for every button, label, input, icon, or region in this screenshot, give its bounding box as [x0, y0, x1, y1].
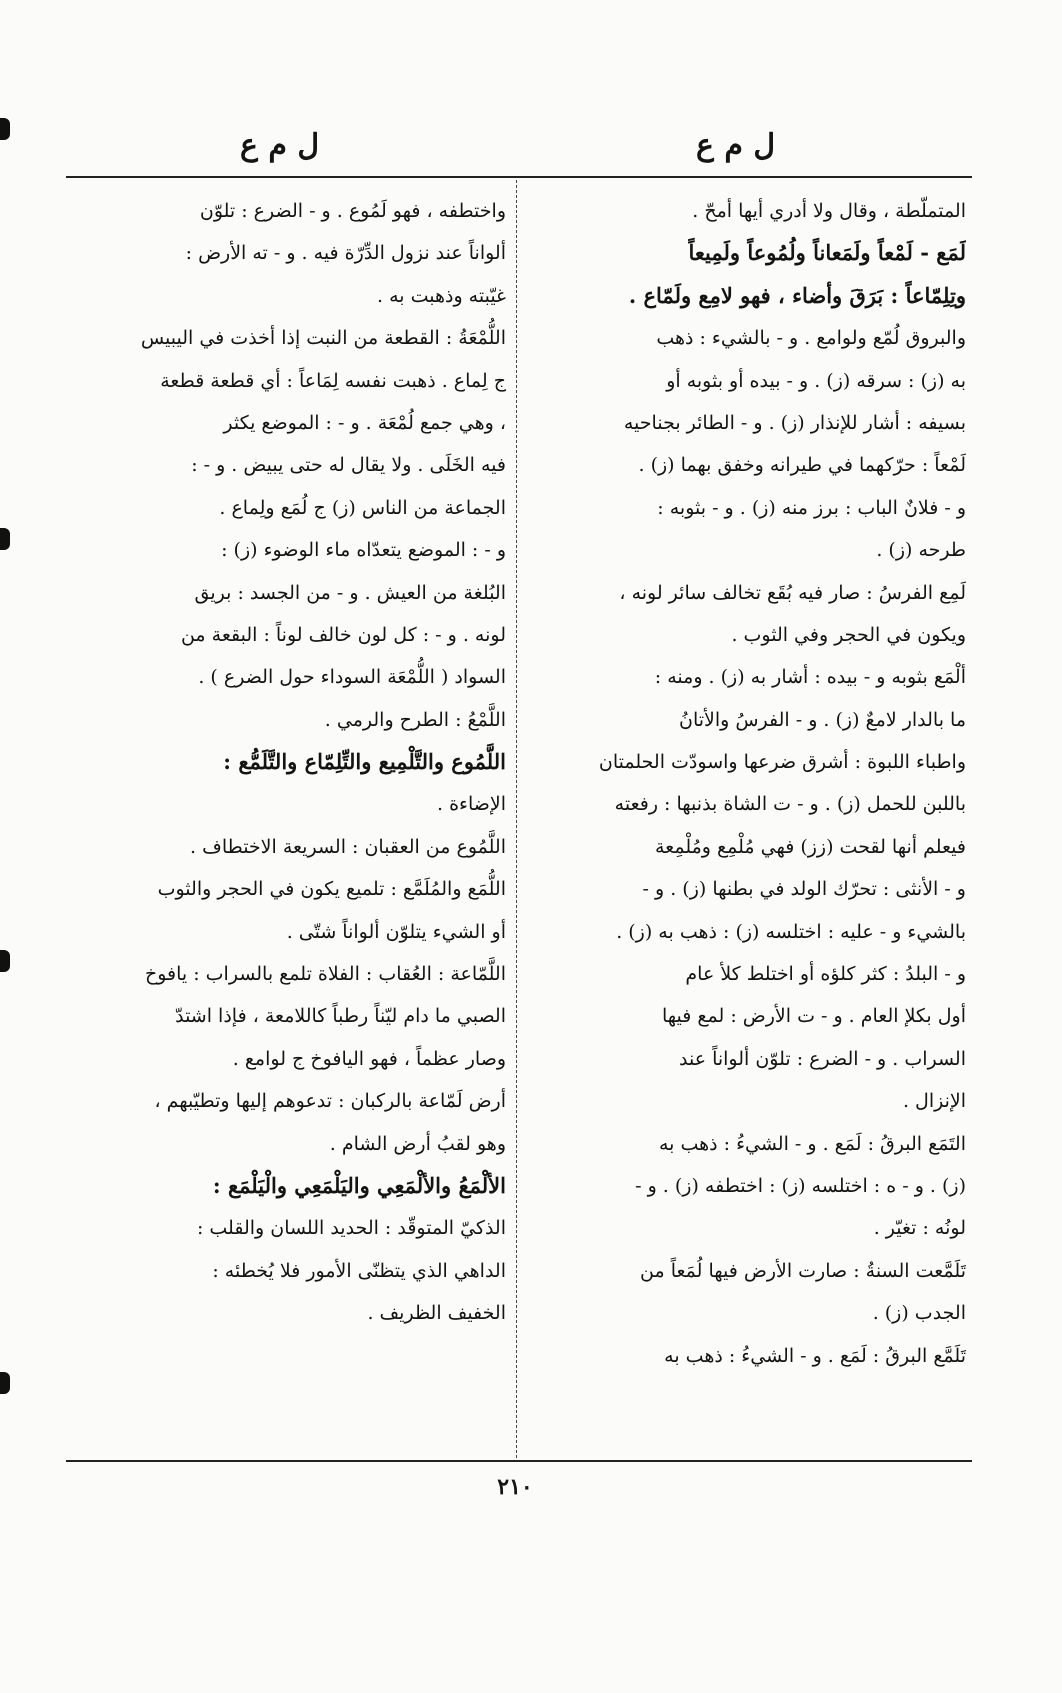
text-line: الجماعة من الناس (ز) ج لُمَع ولِماع .	[219, 496, 506, 519]
text-line: فيعلم أنها لقحت (زز) فهي مُلْمِع ومُلْمِعة	[655, 835, 966, 858]
text-line: اللُّمْعَةُ : القطعة من النبت إذا أخذت في اليبيس	[140, 327, 506, 350]
text-line: ما بالدار لامعٌ (ز) . و - الفرسُ والأتانُ	[678, 708, 966, 731]
text-line: وهو لقبُ أرض الشام .	[329, 1132, 506, 1155]
text-line: ويكون في الحجر وفي الثوب .	[731, 623, 966, 646]
left-column	[66, 190, 506, 1335]
text-line: اللَّمّاعة : العُقاب : الفلاة تلمع بالسراب : يافوخ	[144, 963, 506, 986]
text-line: وصار عظماً ، فهو اليافوخ ج لوامع .	[232, 1047, 506, 1070]
text-line: لَمْعاً : حرّكهما في طيرانه وخفق بهما (ز) .	[638, 454, 966, 477]
text-line: اللَّمُوع والتَّلْمِيع والتِّلِمّاع والتَّلَمُّع :	[223, 749, 506, 775]
text-line: ، وهي جمع لُمْعَة . و - : الموضع يكثر	[223, 411, 506, 434]
text-line: واختطفه ، فهو لَمُوع . و - الضرع : تلوّن	[199, 200, 506, 222]
text-line: الداهي الذي يتظنّى الأمور فلا يُخطئه :	[212, 1259, 506, 1282]
text-line: ألْمَع بثوبه و - بيده : أشار به (ز) . ومنه :	[654, 666, 966, 689]
text-line: فيه الخَلَى . ولا يقال له حتى يبيض . و - :	[191, 454, 506, 477]
text-line: و - الأنثى : تحرّك الولد في بطنها (ز) . و -	[642, 878, 966, 901]
text-line: اللَّمْعُ : الطرح والرمي .	[324, 708, 506, 731]
text-line: غيّبته وذهبت به .	[376, 284, 506, 307]
page-number: ٢١٠	[497, 1474, 533, 1500]
text-line: و - فلانٌ الباب : برز منه (ز) . و - بثوبه :	[657, 496, 966, 519]
text-line: اللُّمَع والمُلَمَّع : تلميع يكون في الحجر والثوب	[157, 878, 506, 901]
text-line: والبروق لُمّع ولوامع . و - بالشيء : ذهب	[656, 327, 966, 350]
text-line: السواد ( اللُّمْعَة السوداء حول الضرع ) .	[198, 666, 506, 689]
scan-binding-mark	[0, 528, 10, 550]
text-line: ألواناً عند نزول الدِّرّة فيه . و - ته الأرض :	[185, 242, 506, 265]
text-line: الألْمَعُ والألْمَعِي واليَلْمَعِي والْيَلْمَع :	[212, 1172, 506, 1198]
text-line: تَلَمَّعت السنةُ : صارت الأرض فيها لُمَعاً من	[640, 1259, 966, 1282]
right-column	[526, 190, 966, 1377]
text-line: و - البلدُ : كثر كلؤه أو اختلط كلأ عام	[685, 963, 966, 986]
text-line: الإضاءة .	[436, 793, 506, 816]
text-line: باللبن للحمل (ز) . و - ت الشاة بذنبها : رفعته	[614, 793, 966, 816]
text-line: الجدب (ز) .	[872, 1302, 966, 1325]
text-line: و - : الموضع يتعدّاه ماء الوضوء (ز) :	[221, 539, 506, 562]
scan-binding-mark	[0, 1372, 10, 1394]
text-line: المتملّطة ، وقال ولا أدري أيها أمحّ .	[692, 200, 966, 222]
text-line: الصبي ما دام ليّناً رطباً كاللامعة ، فإذا اشتدّ	[175, 1005, 506, 1028]
footer-rule	[66, 1460, 972, 1462]
text-line: ج لِماع . ذهبت نفسه لِمَاعاً : أي قطعة قطعة	[160, 369, 506, 392]
text-line: الإنزال .	[902, 1090, 966, 1113]
text-line: بسيفه : أشار للإنذار (ز) . و - الطائر بجناحيه	[623, 411, 966, 434]
header-rule	[66, 176, 972, 178]
scan-binding-mark	[0, 950, 10, 972]
text-line: الذكيّ المتوقّد : الحديد اللسان والقلب :	[196, 1217, 506, 1240]
running-header-right: ل م ع	[696, 128, 776, 163]
text-line: لَمَع - لَمْعاً ولَمَعاناً ولُمُوعاً ولَمِيعاً	[688, 240, 966, 266]
text-line: (ز) . و - ه : اختلسه (ز) : اختطفه (ز) . و -	[635, 1174, 966, 1197]
text-line: اللَّمُوع من العقبان : السريعة الاختطاف .	[190, 835, 506, 858]
text-line: أرض لَمّاعة بالركبان : تدعوهم إليها وتطيّبهم ،	[154, 1090, 506, 1113]
text-line: تَلَمَّع البرقُ : لَمَع . و - الشيءُ : ذهب به	[664, 1344, 966, 1367]
text-line: البُلغة من العيش . و - من الجسد : بريق	[194, 581, 506, 604]
text-line: التَمَع البرقُ : لَمَع . و - الشيءُ : ذهب به	[658, 1132, 966, 1155]
column-divider	[516, 180, 517, 1458]
text-line: لَمِع الفرسُ : صار فيه بُقَع تخالف سائر لونه ،	[619, 581, 966, 604]
text-line: طرحه (ز) .	[876, 539, 966, 562]
text-line: لونه . و - : كل لون خالف لوناً : البقعة من	[180, 623, 506, 646]
text-line: واطباء اللبوة : أشرق ضرعها واسودّت الحلمتان	[598, 751, 966, 774]
running-header-left: ل م ع	[240, 128, 320, 163]
text-line: أو الشيء يتلوّن ألواناً شتّى .	[286, 920, 506, 943]
text-line: الخفيف الظريف .	[367, 1302, 506, 1325]
text-line: بالشيء و - عليه : اختلسه (ز) : ذهب به (ز) .	[616, 920, 966, 943]
text-line: السراب . و - الضرع : تلوّن ألواناً عند	[678, 1047, 966, 1070]
text-line: وتِلِمّاعاً : بَرَقَ وأضاء ، فهو لامِع ولَمّاع .	[628, 282, 966, 308]
text-line: لونُه : تغيّر .	[873, 1217, 966, 1240]
scan-binding-mark	[0, 118, 10, 140]
text-line: أول بكلإ العام . و - ت الأرض : لمع فيها	[662, 1005, 966, 1028]
text-line: به (ز) : سرقه (ز) . و - بيده أو بثوبه أو	[666, 369, 966, 392]
